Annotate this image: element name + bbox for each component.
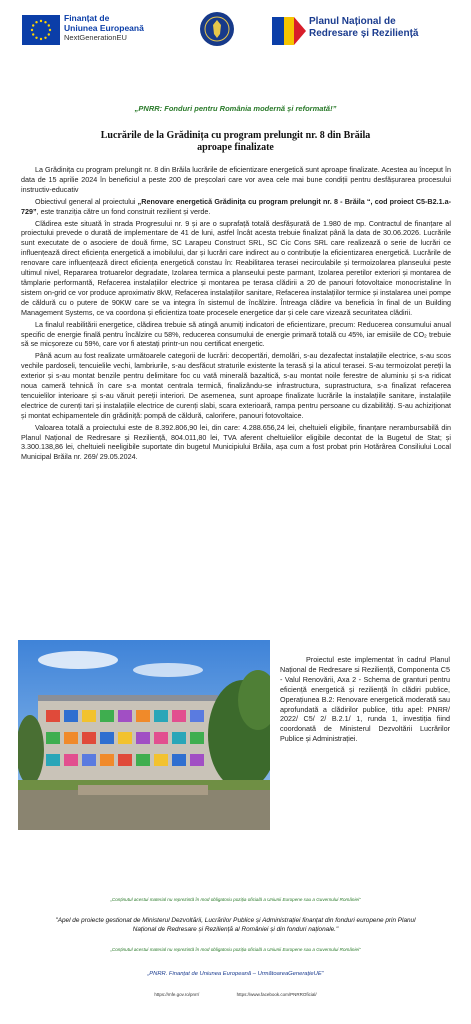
paragraph-progress: Până acum au fost realizate următoarele categorii de lucrări: decopertări, demolări, s-au dezafectat instalațiile electrice, s-au scos vechile pardoseli, tencuielile vechi, lambriurile, s-au desfăcut straturile existente la terasă și la aticul terasei. S-au termoizolat pereții la exterior și s-au montat benzile pentru delimitare foc cu vată minerală bazaltică, s-au montat noile ferestre de aluminiu și s-a ridicat noua cameră tehnică în care s-a montat centrala termică, finalizându-se infrastructura, suprastructura, s-a finalizat refacerea tencuielilor interioare și s-au văruit pereții interiori. De asemenea, sunt aproape finalizate lucrările la instalațiile sanitare, instalațiile electrice de curenți tari și instalațiile electrice de curenți slabi, scara exterioară, rampa pentru persoane cu dizabilități. S-au achiziționat și montat echipamentele din grădiniță: pompă de căldură, calorifere, panouri fotovoltaice. [21, 351, 451, 420]
footer-links [0, 992, 471, 997]
slogan: „PNRR: Fonduri pentru România modernă și reformată!” [134, 104, 337, 113]
paragraph-objective [21, 197, 451, 217]
article-body [21, 165, 451, 464]
eu-label-line2: Uniunea Europeană [64, 23, 144, 33]
disclaimer-top: „Conținutul acestui material nu reprezintă în mod obligatoriu poziția oficială a Uniunii Europene sau a Guvernului României” [110, 897, 361, 902]
paragraph-building: Clădirea este situată în strada Progresului nr. 9 și are o suprafață totală desfășurată de 1.980 de mp. Contractul de finanțare al proiectului prevede o durată de implementare de 41 de luni, astfel încât acesta trebuie finalizat până la data de 30.06.2026. Lucrările sunt executate de o asociere de două firme, SC Larapeu Construct SRL, SC Cic Cons SRL care realizează o serie de lucrări ce influențează direct eficiența energetică a imobilului, dar și lucrări care indirect au o contribuție la eficientizarea energetică. Lucrările de renovare care influențează direct eficiența energetică constau în: Reabilitarea terasei necirculabile și termoizolarea planseului peste ultimul nivel, Repararea trotuarelor degradate, Izolarea termica a planseului peste parmant, Izolarea peretilor exteriori și montarea de tâmplarie performantă, Refacerea instalațiilor electrice și montarea pe terasa clădirii a 20 de panouri fotovoltaice monocristaline în sistem on-grid ce vor produce aproximativ 8kW, Refacerea instalațiilor sanitare, Refacerea instalațiilor termice și instalarea unei pompe de căldură cu o putere de 90KW care se va integra în sistemul de încălzire. Întreaga clădire va beneficia în final de un Building Management Systems, ce va coordona și eficientiza toate procesele energetice dar și cele care vizează securitatea clădirii. [21, 218, 451, 317]
building-photo [18, 640, 270, 830]
eu-flag-logo [22, 15, 60, 45]
project-name: „Renovare energetică Grădinița cu program prelungit nr. 8 - Brăila “, cod proiect C5-B2.1.a-729” [21, 196, 451, 216]
pnrr-label [309, 16, 419, 40]
objective-lead: Obiectivul general al proiectului [35, 196, 138, 206]
pnrr-label-line1: Planul Național de [309, 16, 396, 27]
pnrr-label-line2: Redresare și Reziliență [309, 28, 419, 39]
government-seal-logo [200, 12, 234, 46]
funded-by-line: „PNRR. Finanțat de Uniunea Europeană – UrmătoareaGenerațieUE” [147, 971, 324, 977]
funding-appeal: "Apel de proiecte gestionat de Ministerul Dezvoltării, Lucrărilor Publice și Administrației finanțat din fonduri europene prin Planul Național de Redresare și Reziliență al României și din fonduri naționale." [55, 917, 416, 933]
project-implementation-note [280, 655, 450, 744]
eu-funding-label [64, 13, 144, 43]
facebook-link[interactable]: https://www.facebook.com/PNRROficial/ [236, 992, 317, 997]
objective-tail: , este tranziția către un fond construit rezilient și verde. [36, 206, 211, 216]
paragraph-indicators: La finalul reabilitării energetice, clădirea trebuie să atingă anumiți indicatori de eficientizare, precum: Reducerea consumului anual specific de energie finală pentru încălzire cu 58%, reducerea consumului de energie primară totală cu 45%, iar emisiile de CO₂ trebuie să se micșoreze cu 59%, care vor fi atestați printr-un nou certificat energetic. [21, 319, 451, 349]
implementation-text: Proiectul este implementat în cadrul Planul Național de Redresare si Reziliență, Componenta C5 - Valul Renovării, Axa 2 - Schema de granturi pentru eficiență energetică și reziliență în clădiri publice, Operațiunea B.2: Renovare energetică moderată sau aprofundată a clădirilor publice, titlu apel: PNRR/ 2022/ C5/ 2/ B.2.1/ 1, runda 1, investiția fiind coordonată de Ministerul Dezvoltării Lucrărilor Publice și Administrației. [280, 655, 450, 744]
disclaimer-bottom: „Conținutul acestui material nu reprezintă în mod obligatoriu poziția oficială a Uniunii Europene sau a Guvernului României” [110, 947, 361, 952]
title-line1: Lucrările de la Grădinița cu program prelungit nr. 8 din Brăila [100, 130, 371, 141]
paragraph-value: Valoarea totală a proiectului este de 8.392.806,90 lei, din care: 4.288.656,24 lei, cheltuieli eligibile, finanțare nerambursabilă din Planul Național de Redresare și Reziliență, 804.011,80 lei, TVA aferent cheltuielilor eligibile decontat de la Bugetul de Stat; și 3.300.138,86 lei, cheltuieli neeligibile suportate din bugetul Municipiului Brăila, așa cum a fost probat prin Hotărârea Consiliului Local Municipal Brăila nr. 269/ 29.05.2024. [21, 422, 451, 462]
paragraph-intro: La Grădinița cu program prelungit nr. 8 din Brăila lucrările de eficientizare energetică sunt aproape finalizate. Acestea au început în data de 15 aprilie 2024 în beneficiul a peste 200 de preșcolari care vor avea cele mai bune condiții pentru desfășurarea procesului instructiv-educativ [21, 165, 451, 194]
title-line2: aproape finalizate [197, 142, 274, 153]
eu-label-line3: NextGenerationEU [64, 33, 127, 42]
eu-label-line1: Finanțat de [64, 13, 110, 23]
article-title [50, 130, 421, 154]
pnrr-website-link[interactable]: https://mfe.gov.ro/pnrr/ [154, 992, 200, 997]
pnrr-logo [272, 17, 306, 45]
